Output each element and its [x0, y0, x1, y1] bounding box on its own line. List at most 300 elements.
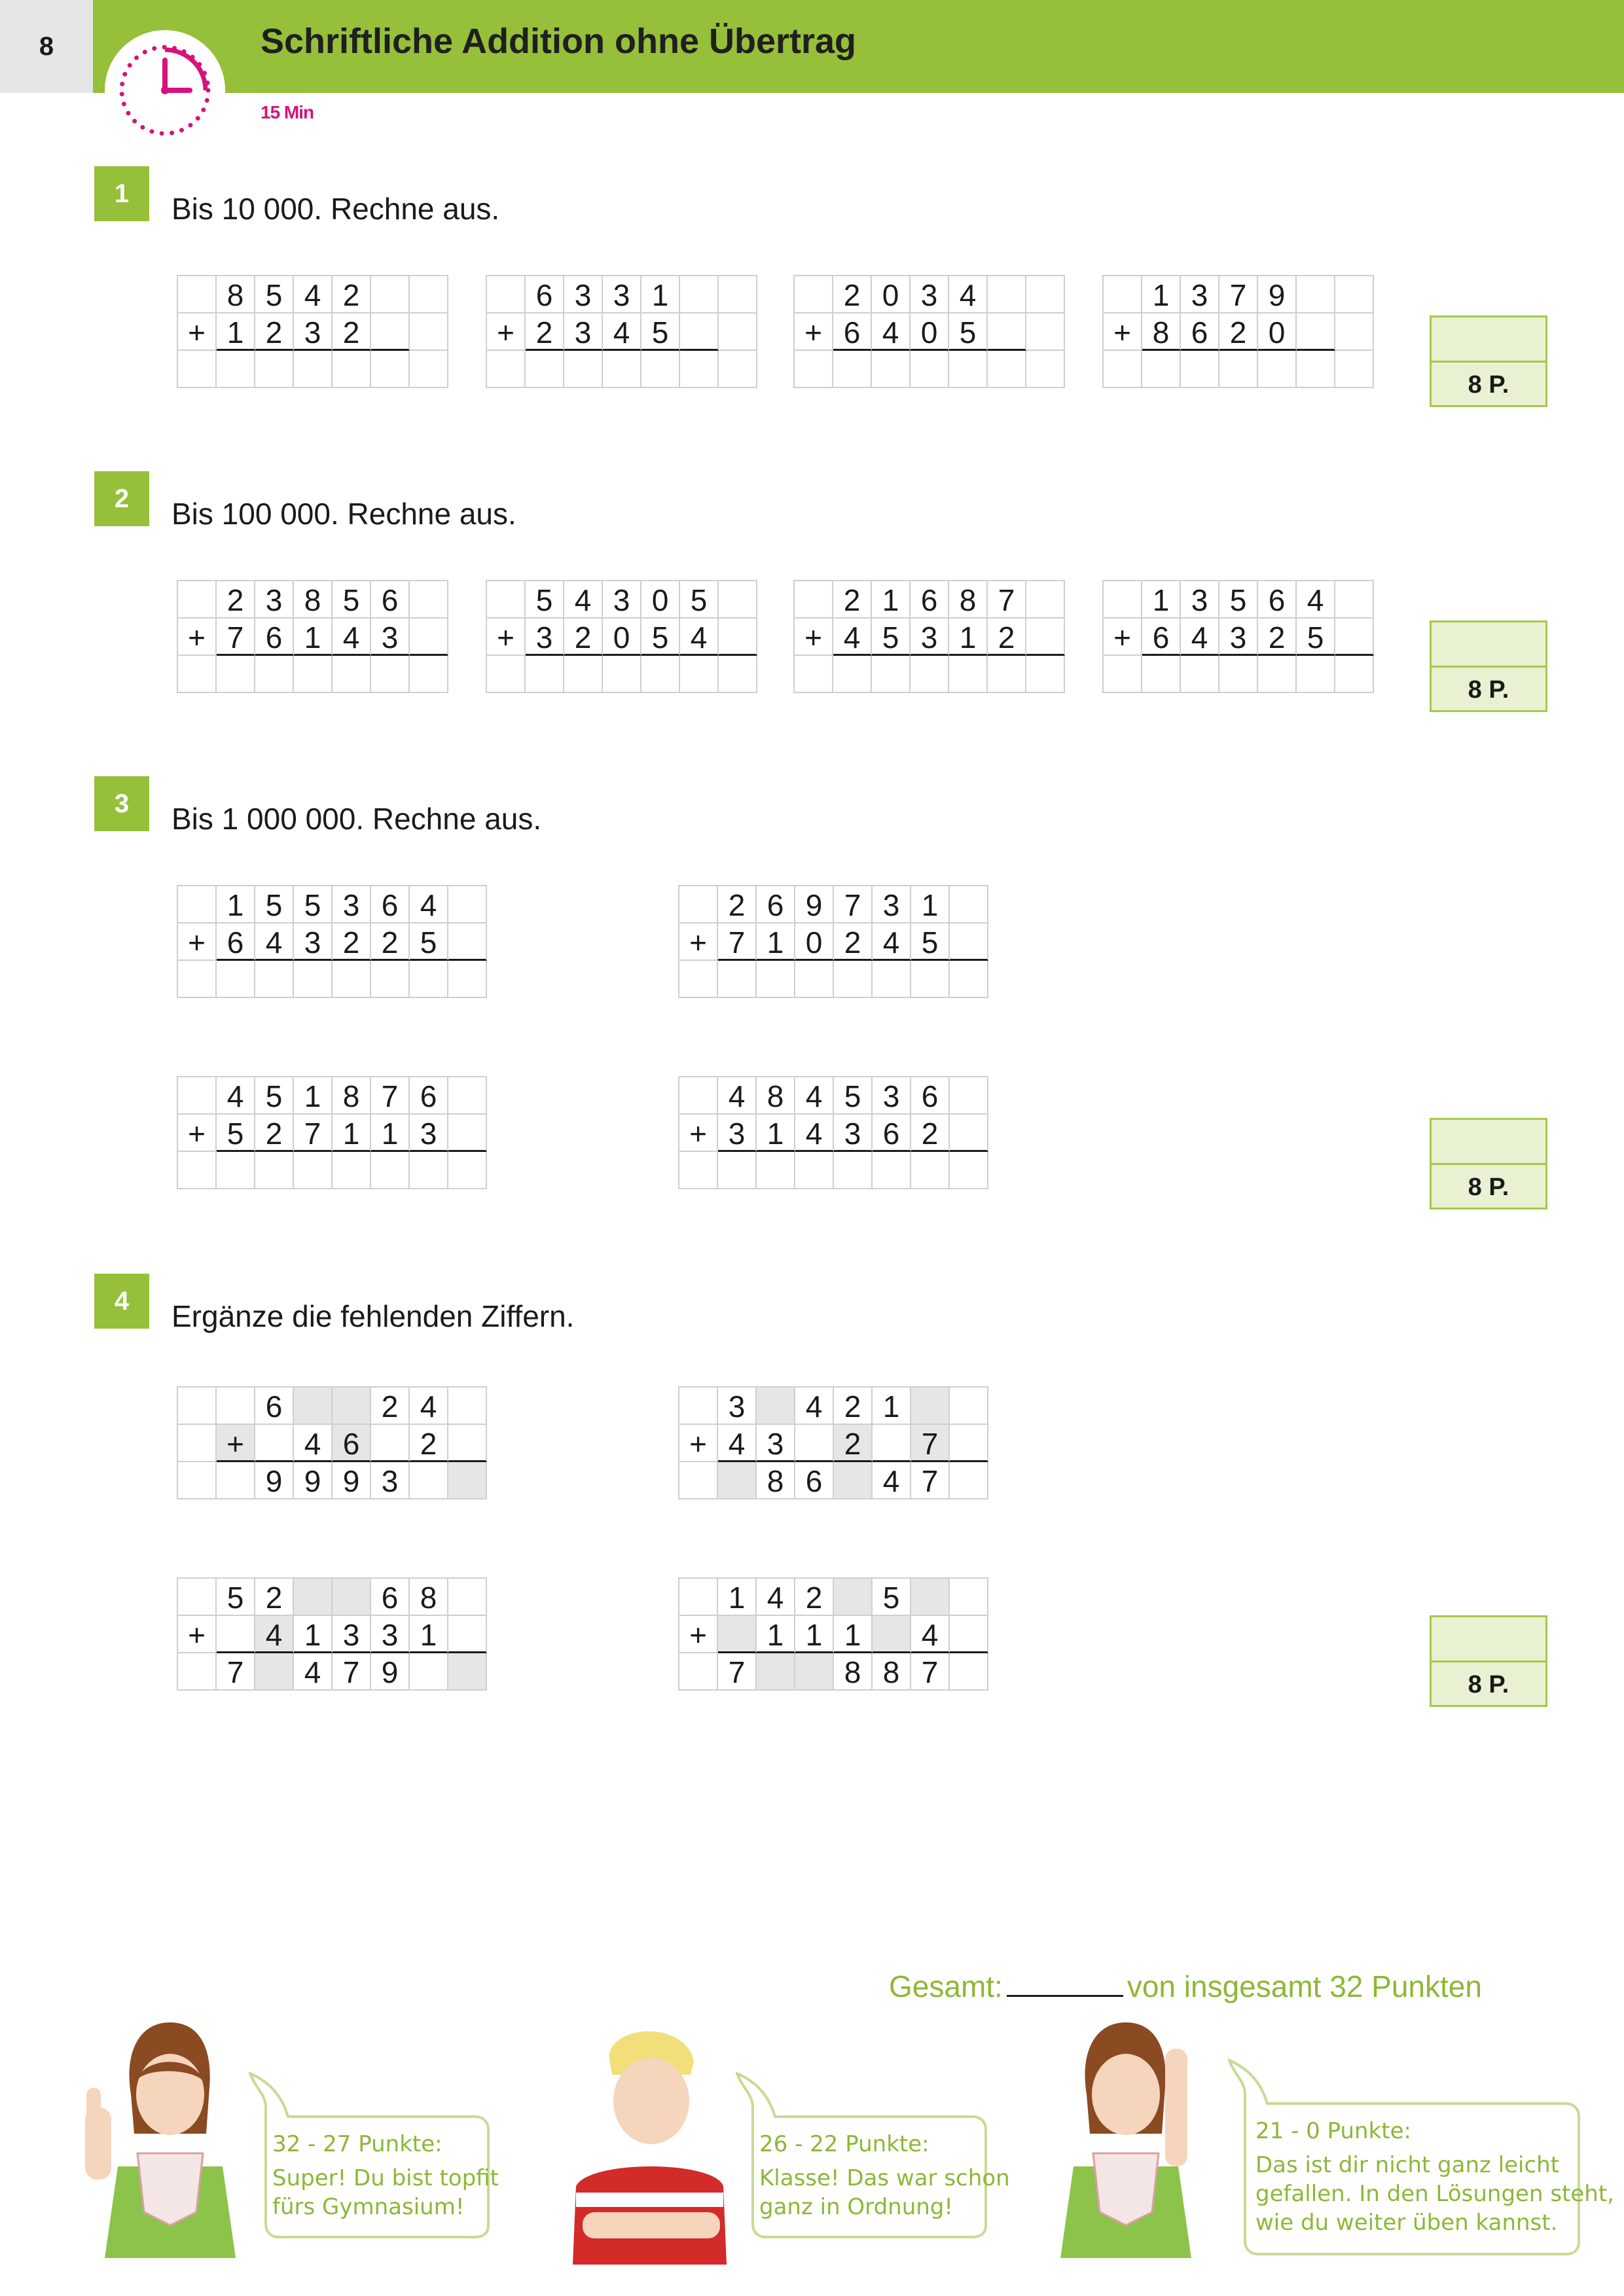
digit-cell: 3	[603, 581, 641, 619]
grid-row	[1104, 619, 1374, 656]
exercise-number: 4	[94, 1274, 149, 1329]
empty-cell	[950, 1425, 988, 1462]
empty-cell[interactable]	[255, 656, 294, 693]
empty-cell	[719, 581, 757, 619]
empty-cell[interactable]	[718, 961, 757, 998]
empty-cell	[680, 276, 719, 314]
grid-row	[178, 886, 487, 924]
digit-cell: 6	[757, 886, 795, 924]
empty-cell[interactable]	[1335, 351, 1374, 388]
empty-cell[interactable]	[333, 1388, 371, 1425]
empty-cell[interactable]	[217, 351, 255, 388]
empty-cell[interactable]	[410, 1462, 448, 1499]
empty-cell	[448, 1388, 487, 1425]
plus-sign: +	[679, 924, 718, 961]
empty-cell[interactable]	[294, 656, 333, 693]
empty-cell[interactable]	[911, 1579, 950, 1616]
empty-cell[interactable]	[1181, 656, 1219, 693]
grid-row	[178, 276, 448, 314]
empty-cell[interactable]	[564, 656, 603, 693]
digit-cell: 9	[371, 1653, 410, 1691]
digit-cell: 4	[255, 924, 294, 961]
digit-cell: 4	[294, 1425, 333, 1462]
empty-cell[interactable]	[872, 351, 911, 388]
grid-row	[487, 276, 757, 314]
empty-cell[interactable]	[217, 961, 255, 998]
empty-cell[interactable]	[950, 1653, 988, 1691]
grid-row	[679, 1115, 988, 1152]
empty-cell	[950, 1388, 988, 1425]
digit-cell: 8	[217, 276, 255, 314]
empty-cell	[795, 581, 833, 619]
empty-cell[interactable]	[1297, 656, 1335, 693]
grid-row	[795, 314, 1065, 351]
empty-cell[interactable]	[1258, 656, 1297, 693]
empty-cell[interactable]	[795, 656, 833, 693]
digit-cell: 4	[564, 581, 603, 619]
empty-cell[interactable]	[911, 961, 950, 998]
empty-cell[interactable]	[757, 961, 795, 998]
empty-cell[interactable]	[679, 961, 718, 998]
score-box[interactable]	[1430, 1615, 1547, 1707]
plus-sign: +	[795, 619, 833, 656]
empty-cell[interactable]	[603, 656, 641, 693]
empty-cell[interactable]	[834, 1152, 873, 1189]
empty-cell	[680, 314, 719, 351]
empty-cell[interactable]	[410, 1653, 448, 1691]
missing-digits-grid	[678, 1386, 988, 1499]
empty-cell	[410, 276, 448, 314]
empty-cell	[255, 1425, 294, 1462]
digit-cell: 6	[371, 581, 410, 619]
grid-row	[679, 1579, 988, 1616]
digit-cell: 1	[757, 924, 795, 961]
addition-grid	[177, 1076, 487, 1189]
grid-row	[679, 1653, 988, 1691]
digit-cell: 1	[217, 314, 255, 351]
digit-cell: 1	[873, 1388, 911, 1425]
empty-cell[interactable]	[833, 656, 872, 693]
digit-cell: 3	[294, 314, 333, 351]
empty-cell[interactable]	[178, 961, 217, 998]
grid-row	[1104, 581, 1374, 619]
digit-cell: 8	[333, 1077, 371, 1115]
empty-cell[interactable]	[255, 1653, 294, 1691]
digit-cell: 8	[410, 1579, 448, 1616]
digit-cell: 7	[718, 1653, 757, 1691]
addition-grid	[678, 1076, 988, 1189]
digit-cell: 7	[217, 1653, 255, 1691]
score-points: 8 P.	[1468, 676, 1509, 704]
empty-cell[interactable]	[795, 1152, 834, 1189]
empty-cell[interactable]	[487, 351, 526, 388]
digit-cell: 2	[255, 1579, 294, 1616]
digit-cell: 9	[333, 1462, 371, 1499]
girl-thumbs-up-illustration	[72, 2009, 255, 2258]
digit-cell: 5	[641, 619, 680, 656]
empty-cell[interactable]	[911, 351, 949, 388]
empty-cell	[410, 619, 448, 656]
empty-cell	[410, 314, 448, 351]
grid-row	[487, 656, 757, 693]
empty-cell[interactable]	[294, 1152, 333, 1189]
empty-cell[interactable]	[950, 961, 988, 998]
empty-cell[interactable]	[1297, 351, 1335, 388]
empty-cell[interactable]	[1026, 351, 1065, 388]
empty-cell[interactable]	[873, 1152, 911, 1189]
empty-cell[interactable]	[410, 656, 448, 693]
empty-cell	[679, 1077, 718, 1115]
empty-cell[interactable]	[255, 351, 294, 388]
score-box[interactable]	[1430, 620, 1547, 712]
digit-cell: 4	[1181, 619, 1219, 656]
empty-cell[interactable]	[950, 1462, 988, 1499]
empty-cell[interactable]	[795, 961, 834, 998]
empty-cell[interactable]	[1181, 351, 1219, 388]
empty-cell[interactable]	[757, 1653, 795, 1691]
grid-row	[178, 1115, 487, 1152]
score-box[interactable]	[1430, 1118, 1547, 1210]
empty-cell[interactable]	[834, 1579, 873, 1616]
total-blank-field[interactable]	[1007, 1971, 1123, 1997]
digit-cell: 1	[872, 581, 911, 619]
digit-cell: 4	[410, 886, 448, 924]
empty-cell[interactable]	[988, 656, 1026, 693]
addition-grid	[177, 580, 448, 693]
empty-cell[interactable]	[873, 1616, 911, 1653]
digit-cell: 1	[949, 619, 988, 656]
plus-sign: +	[487, 619, 526, 656]
empty-cell[interactable]	[1104, 351, 1142, 388]
grid-row	[679, 1388, 988, 1425]
empty-cell[interactable]	[1104, 656, 1142, 693]
empty-cell[interactable]	[911, 656, 949, 693]
empty-cell[interactable]	[641, 656, 680, 693]
digit-cell: 2	[333, 314, 371, 351]
digit-cell: 4	[757, 1579, 795, 1616]
empty-cell[interactable]	[333, 1152, 371, 1189]
digit-cell: 6	[873, 1115, 911, 1152]
empty-cell[interactable]	[333, 961, 371, 998]
digit-cell: 1	[641, 276, 680, 314]
empty-cell[interactable]	[217, 1462, 255, 1499]
empty-cell[interactable]	[679, 1152, 718, 1189]
digit-cell: 7	[294, 1115, 333, 1152]
empty-cell[interactable]	[911, 1388, 950, 1425]
grid-row	[1104, 314, 1374, 351]
digit-cell: 2	[718, 886, 757, 924]
empty-cell[interactable]	[757, 1152, 795, 1189]
empty-cell[interactable]	[834, 961, 873, 998]
feedback-text: gefallen. In den Lösungen steht,	[1255, 2181, 1614, 2207]
digit-cell: 8	[757, 1077, 795, 1115]
digit-cell: 3	[371, 1616, 410, 1653]
digit-cell: 5	[872, 619, 911, 656]
empty-cell[interactable]	[949, 656, 988, 693]
empty-cell[interactable]	[1219, 656, 1258, 693]
digit-cell: 3	[371, 619, 410, 656]
empty-cell[interactable]	[487, 656, 526, 693]
empty-cell[interactable]	[294, 1579, 333, 1616]
empty-cell[interactable]	[641, 351, 680, 388]
empty-cell[interactable]	[1026, 656, 1065, 693]
digit-cell[interactable]: 6	[333, 1425, 371, 1462]
feedback-text: Super! Du bist topfit	[272, 2165, 499, 2191]
empty-cell[interactable]	[718, 1152, 757, 1189]
plus-sign: +	[178, 1115, 217, 1152]
empty-cell	[1104, 581, 1142, 619]
digit-cell: 6	[1142, 619, 1181, 656]
empty-cell[interactable]	[911, 1152, 950, 1189]
empty-cell[interactable]	[333, 1579, 371, 1616]
digit-cell: 7	[911, 1462, 950, 1499]
digit-cell[interactable]: 4	[255, 1616, 294, 1653]
digit-cell: 1	[911, 886, 950, 924]
empty-cell	[795, 1425, 834, 1462]
empty-cell[interactable]	[410, 1152, 448, 1189]
digit-cell: 2	[564, 619, 603, 656]
feedback-text: Das ist dir nicht ganz leicht	[1255, 2152, 1560, 2178]
empty-cell	[988, 314, 1026, 351]
empty-cell	[1335, 314, 1374, 351]
digit-cell: 5	[641, 314, 680, 351]
empty-cell[interactable]	[448, 1152, 487, 1189]
digit-cell: 7	[718, 924, 757, 961]
empty-cell[interactable]	[371, 656, 410, 693]
digit-cell: 4	[680, 619, 719, 656]
empty-cell	[1026, 581, 1065, 619]
digit-cell: 7	[371, 1077, 410, 1115]
empty-cell[interactable]	[564, 351, 603, 388]
empty-cell[interactable]	[255, 1152, 294, 1189]
empty-cell[interactable]	[526, 656, 564, 693]
digit-cell: 6	[371, 886, 410, 924]
empty-cell[interactable]	[949, 351, 988, 388]
grid-row	[1104, 351, 1374, 388]
empty-cell	[178, 1388, 217, 1425]
plus-sign: +	[679, 1616, 718, 1653]
digit-cell: 5	[217, 1579, 255, 1616]
empty-cell[interactable]	[178, 656, 217, 693]
empty-cell[interactable]	[833, 351, 872, 388]
total-points-line	[889, 1969, 1482, 2004]
digit-cell: 4	[795, 1077, 834, 1115]
digit-cell: 1	[294, 1077, 333, 1115]
digit-cell: 4	[333, 619, 371, 656]
grid-row	[178, 656, 448, 693]
digit-cell: 3	[564, 276, 603, 314]
empty-cell	[950, 1616, 988, 1653]
empty-cell[interactable]	[872, 656, 911, 693]
empty-cell[interactable]	[679, 1462, 718, 1499]
empty-cell	[178, 1077, 217, 1115]
empty-cell[interactable]	[719, 656, 757, 693]
plus-sign: +	[679, 1425, 718, 1462]
grid-row	[178, 961, 487, 998]
digit-cell: 8	[1142, 314, 1181, 351]
digit-cell: 4	[294, 276, 333, 314]
grid-row	[178, 1077, 487, 1115]
plus-sign[interactable]: +	[217, 1425, 255, 1462]
empty-cell	[679, 1388, 718, 1425]
digit-cell: 5	[1297, 619, 1335, 656]
feedback-text: wie du weiter üben kannst.	[1255, 2210, 1558, 2236]
digit-cell: 5	[255, 1077, 294, 1115]
digit-cell: 3	[834, 1115, 873, 1152]
empty-cell[interactable]	[255, 961, 294, 998]
addition-grid	[486, 275, 757, 388]
empty-cell[interactable]	[795, 351, 833, 388]
digit-cell: 3	[294, 924, 333, 961]
plus-sign: +	[795, 314, 833, 351]
empty-cell[interactable]	[718, 1616, 757, 1653]
digit-cell: 8	[949, 581, 988, 619]
empty-cell[interactable]	[1142, 351, 1181, 388]
grid-row	[679, 961, 988, 998]
digit-cell: 3	[873, 1077, 911, 1115]
digit-cell: 4	[603, 314, 641, 351]
empty-cell[interactable]	[1258, 351, 1297, 388]
empty-cell[interactable]	[719, 351, 757, 388]
empty-cell[interactable]	[294, 961, 333, 998]
empty-cell	[1026, 619, 1065, 656]
empty-cell[interactable]	[178, 351, 217, 388]
digit-cell: 6	[911, 581, 949, 619]
empty-cell[interactable]	[1219, 351, 1258, 388]
empty-cell[interactable]	[603, 351, 641, 388]
digit-cell: 2	[371, 924, 410, 961]
empty-cell	[950, 1115, 988, 1152]
empty-cell	[1335, 619, 1374, 656]
empty-cell[interactable]	[795, 1653, 834, 1691]
empty-cell[interactable]	[950, 1152, 988, 1189]
grid-row	[679, 1077, 988, 1115]
digit-cell: 4	[873, 924, 911, 961]
empty-cell	[448, 924, 487, 961]
score-box[interactable]	[1430, 315, 1547, 407]
digit-cell: 1	[217, 886, 255, 924]
empty-cell	[1297, 314, 1335, 351]
digit-cell: 5	[255, 886, 294, 924]
empty-cell[interactable]	[333, 351, 371, 388]
grid-row	[178, 1616, 487, 1653]
digit-cell: 1	[757, 1616, 795, 1653]
digit-cell[interactable]: 7	[911, 1425, 950, 1462]
empty-cell[interactable]	[526, 351, 564, 388]
digit-cell: 2	[1219, 314, 1258, 351]
empty-cell	[448, 1616, 487, 1653]
plus-sign: +	[178, 314, 217, 351]
digit-cell: 3	[1181, 581, 1219, 619]
empty-cell[interactable]	[448, 1462, 487, 1499]
digit-cell: 3	[526, 619, 564, 656]
digit-cell: 7	[988, 581, 1026, 619]
empty-cell[interactable]	[757, 1388, 795, 1425]
digit-cell: 4	[873, 1462, 911, 1499]
empty-cell[interactable]	[680, 351, 719, 388]
digit-cell: 7	[911, 1653, 950, 1691]
empty-cell[interactable]	[294, 351, 333, 388]
empty-cell[interactable]	[834, 1462, 873, 1499]
empty-cell[interactable]	[371, 1152, 410, 1189]
digit-cell: 5	[873, 1579, 911, 1616]
empty-cell	[410, 581, 448, 619]
digit-cell: 0	[1258, 314, 1297, 351]
digit-cell: 0	[603, 619, 641, 656]
empty-cell[interactable]	[410, 351, 448, 388]
digit-cell: 2	[1258, 619, 1297, 656]
digit-cell: 3	[718, 1388, 757, 1425]
empty-cell	[1026, 314, 1065, 351]
digit-cell: 9	[1258, 276, 1297, 314]
digit-cell: 3	[410, 1115, 448, 1152]
digit-cell: 5	[680, 581, 719, 619]
grid-row	[178, 1425, 487, 1462]
digit-cell: 1	[294, 619, 333, 656]
empty-cell[interactable]	[294, 1388, 333, 1425]
plus-sign: +	[1104, 619, 1142, 656]
digit-cell: 2	[833, 276, 872, 314]
empty-cell	[487, 276, 526, 314]
digit-cell: 3	[911, 619, 949, 656]
digit-cell: 7	[834, 886, 873, 924]
empty-cell[interactable]	[217, 1152, 255, 1189]
empty-cell[interactable]	[410, 961, 448, 998]
empty-cell[interactable]	[448, 961, 487, 998]
score-points: 8 P.	[1468, 1671, 1509, 1698]
empty-cell[interactable]	[988, 351, 1026, 388]
empty-cell[interactable]	[448, 1653, 487, 1691]
grid-row	[487, 581, 757, 619]
exercise-title: Bis 10 000. Rechne aus.	[171, 192, 500, 226]
empty-cell[interactable]	[178, 1653, 217, 1691]
empty-cell[interactable]	[178, 1152, 217, 1189]
empty-cell	[873, 1425, 911, 1462]
digit-cell: 9	[795, 886, 834, 924]
empty-cell[interactable]	[680, 656, 719, 693]
total-suffix: von insgesamt 32 Punkten	[1127, 1969, 1482, 2003]
empty-cell	[371, 314, 410, 351]
empty-cell[interactable]	[718, 1462, 757, 1499]
digit-cell: 4	[949, 276, 988, 314]
digit-cell[interactable]: 2	[834, 1425, 873, 1462]
empty-cell[interactable]	[178, 1462, 217, 1499]
addition-grid	[177, 275, 448, 388]
grid-row	[795, 656, 1065, 693]
digit-cell: 2	[333, 924, 371, 961]
plus-sign: +	[487, 314, 526, 351]
empty-cell[interactable]	[371, 351, 410, 388]
empty-cell[interactable]	[333, 656, 371, 693]
addition-grid	[486, 580, 757, 693]
digit-cell: 6	[410, 1077, 448, 1115]
empty-cell[interactable]	[679, 1653, 718, 1691]
missing-digits-grid	[177, 1386, 487, 1499]
digit-cell: 6	[795, 1462, 834, 1499]
digit-cell: 5	[949, 314, 988, 351]
empty-cell[interactable]	[1335, 656, 1374, 693]
empty-cell[interactable]	[371, 961, 410, 998]
empty-cell[interactable]	[217, 656, 255, 693]
empty-cell	[217, 1616, 255, 1653]
addition-grid	[793, 580, 1065, 693]
empty-cell[interactable]	[873, 961, 911, 998]
empty-cell	[1297, 276, 1335, 314]
digit-cell: 6	[833, 314, 872, 351]
addition-grid	[1102, 580, 1374, 693]
digit-cell: 6	[526, 276, 564, 314]
empty-cell[interactable]	[1142, 656, 1181, 693]
